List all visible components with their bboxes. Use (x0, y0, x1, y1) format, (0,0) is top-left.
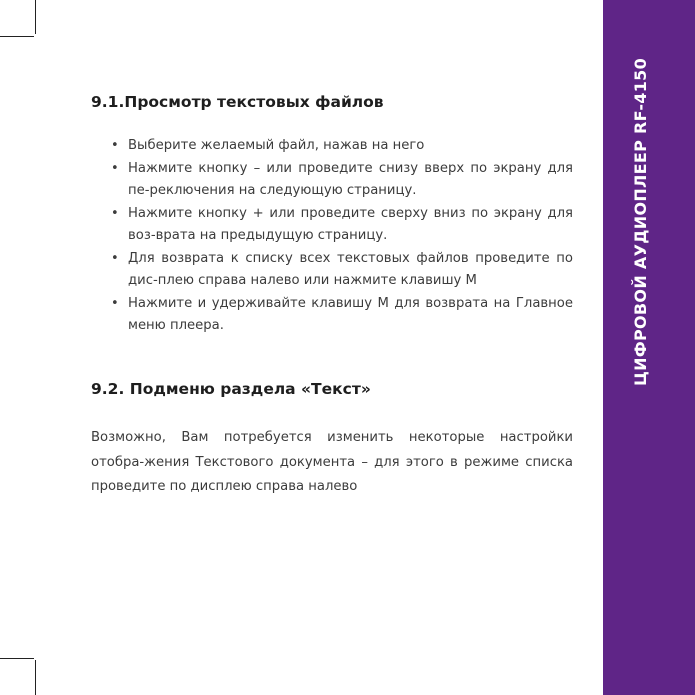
list-item-text: Нажмите кнопку + или проведите сверху вниз по экрану для воз-врата на предыдущую страницу. (128, 205, 573, 243)
list-item (91, 248, 573, 293)
bullet-icon: • (111, 295, 119, 311)
crop-mark-bottom-left-h (0, 658, 34, 659)
crop-mark-top-left (35, 0, 36, 34)
bullet-icon: • (111, 138, 119, 153)
crop-mark-top-left-h (0, 36, 34, 37)
section-heading-view-text-files: 9.1.Просмотр текстовых файлов (91, 93, 384, 111)
list-item-text: Выберите желаемый файл, нажав на него (128, 138, 425, 153)
list-item (91, 293, 573, 338)
list-item-text: Нажмите кнопку – или проведите снизу вверх по экрану для пе-реключения на следующую страницу. (128, 160, 573, 198)
body-paragraph: Возможно, Вам потребуется изменить некоторые настройки отобра-жения Текстового документа – для этого в режиме списка проведите по дисплею справа налево (91, 430, 573, 494)
list-item (91, 203, 573, 248)
section-heading-text-submenu: 9.2. Подменю раздела «Текст» (91, 380, 371, 398)
list-item-text: Нажмите и удерживайте клавишу М для возврата на Главное меню плеера. (128, 295, 573, 333)
list-item (91, 158, 573, 203)
crop-mark-bottom-left (35, 660, 36, 695)
bullet-icon: • (111, 250, 119, 266)
side-title: ЦИФРОВОЙ АУДИОПЛЕЕР RF-4150 (631, 57, 650, 386)
bullet-icon: • (111, 205, 119, 221)
bullet-icon: • (111, 160, 119, 176)
list-item (91, 135, 573, 158)
list-item-text: Для возврата к списку всех текстовых файлов проведите по дис-плею справа налево или нажмите клавишу М (128, 250, 573, 288)
instruction-list (91, 135, 573, 338)
